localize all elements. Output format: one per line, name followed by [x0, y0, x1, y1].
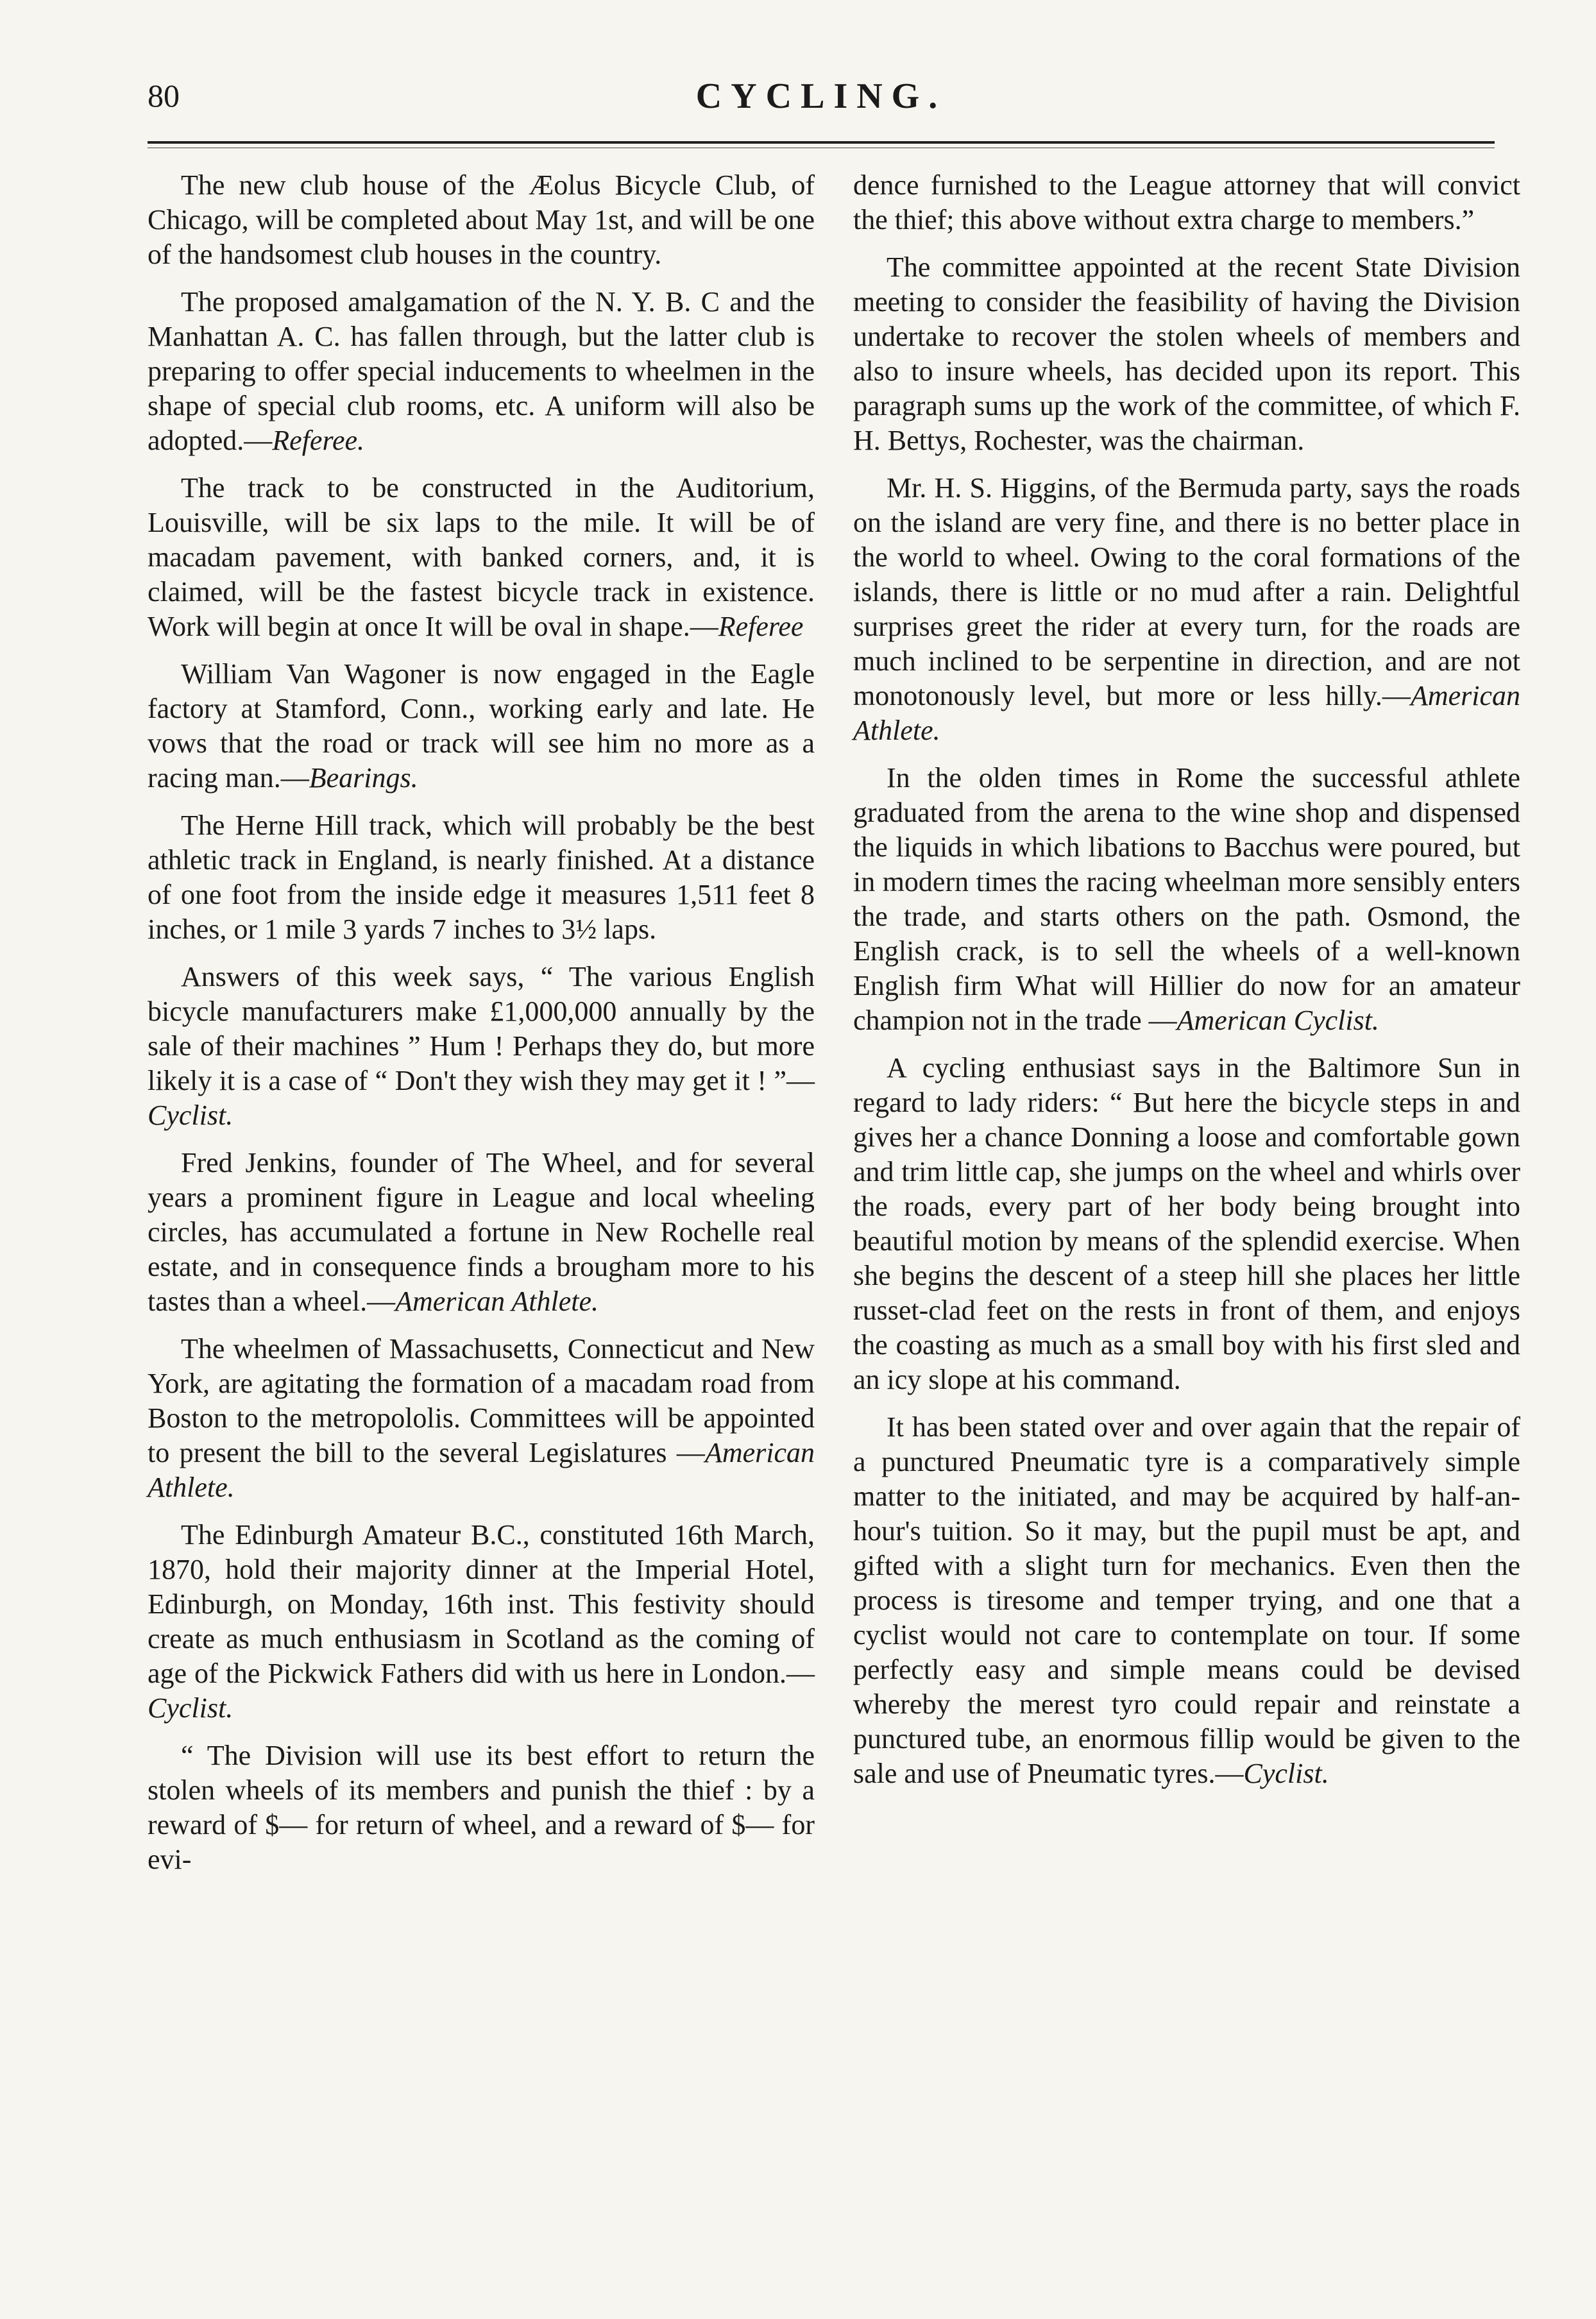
article-paragraph-continued: dence furnished to the League attorney that will convict the thief; this above without extra charge to members.”	[853, 169, 1520, 235]
article-paragraph: “ The Division will use its best effort to return the stolen wheels of its members and punish the thief : by a reward of $— for return of wheel, and a reward of $— for evi-	[148, 1740, 815, 1875]
article-paragraph: The proposed amalgamation of the N. Y. B. C and the Manhattan A. C. has fallen through, but the latter club is preparing to offer special inducements to wheelmen in the shape of special club rooms, etc. A uniform will also be adopted.—Referee.	[148, 286, 815, 456]
page-number: 80	[148, 78, 180, 114]
article-paragraph: The Edinburgh Amateur B.C., constituted 16th March, 1870, hold their majority dinner at the Imperial Hotel, Edinburgh, on Monday, 16th inst. This festivity should create as much enthusiasm in Scotland as the coming of age of the Pickwick Fathers did with us here in London.—Cyclist.	[148, 1519, 815, 1724]
article-paragraph: Mr. H. S. Higgins, of the Bermuda party, says the roads on the island are very fine, and there is no better place in the world to wheel. Owing to the coral formations of the islands, there is little or no mud after a rain. Delightful surprises greet the rider at every turn, for the roads are much inclined to be serpentine in direction, and are not monotonously level, but more or less hilly.—American Athlete.	[853, 472, 1520, 746]
article-paragraph: The wheelmen of Massachusetts, Connecticut and New York, are agitating the formation of a macadam road from Boston to the metropololis. Committees will be appointed to present the bill to the several Legislatures —American Athlete.	[148, 1333, 815, 1503]
header-rule	[148, 141, 1495, 144]
article-paragraph: In the olden times in Rome the successful athlete graduated from the arena to the wine shop and dispensed the liquids in which libations to Bacchus were poured, but in modern times the racing wheelman more sensibly enters the trade, and starts others on the path. Osmond, the English crack, is to sell the wheels of a well-known English firm What will Hillier do now for an amateur champion not in the trade —American Cyclist.	[853, 762, 1520, 1036]
article-paragraph: Fred Jenkins, founder of The Wheel, and for several years a prominent figure in League and local wheeling circles, has accumulated a fortune in New Rochelle real estate, and in consequence finds a brougham more to his tastes than a wheel.—American Athlete.	[148, 1147, 815, 1317]
article-paragraph: William Van Wagoner is now engaged in the Eagle factory at Stamford, Conn., working early and late. He vows that the road or track will see him no more as a racing man.—Bearings.	[148, 658, 815, 794]
article-paragraph: The new club house of the Æolus Bicycle Club, of Chicago, will be completed about May 1st, and will be one of the handsomest club houses in the country.	[148, 169, 815, 270]
page-header	[148, 71, 1495, 135]
left-column	[148, 168, 815, 1890]
right-column	[853, 168, 1520, 1804]
article-paragraph: It has been stated over and over again that the repair of a punctured Pneumatic tyre is a comparatively simple matter to the initiated, and may be acquired by half-an-hour's tuition. So it may, but the pupil must be apt, and gifted with a slight turn for mechanics. Even then the process is tiresome and temper trying, and one that a cyclist would not care to contemplate on tour. If some perfectly easy and simple means could be devised whereby the merest tyro could repair and reinstate a punctured tube, an enormous fillip would be given to the sale and use of Pneumatic tyres.—Cyclist.	[853, 1411, 1520, 1789]
article-paragraph: The Herne Hill track, which will probably be the best athletic track in England, is nearly finished. At a distance of one foot from the inside edge it measures 1,511 feet 8 inches, or 1 mile 3 yards 7 inches to 3½ laps.	[148, 810, 815, 945]
article-paragraph: The committee appointed at the recent State Division meeting to consider the feasibility of having the Division undertake to recover the stolen wheels of members and also to insure wheels, has decided upon its report. This paragraph sums up the work of the committee, of which F. H. Bettys, Rochester, was the chairman.	[853, 251, 1520, 456]
article-paragraph: A cycling enthusiast says in the Baltimore Sun in regard to lady riders: “ But here the bicycle steps in and gives her a chance Donning a loose and comfortable gown and trim little cap, she jumps on the wheel and whirls over the roads, every part of her body being brought into beautiful motion by means of the splendid exercise. When she begins the descent of a steep hill she places her little russet-clad feet on the rests in front of them, and enjoys the coasting as much as a small boy with his first sled and an icy slope at his command.	[853, 1052, 1520, 1395]
article-paragraph: The track to be constructed in the Auditorium, Louisville, will be six laps to the mile. It will be of macadam pavement, with banked corners, and, it is claimed, will be the fastest bicycle track in existence. Work will begin at once It will be oval in shape.—Referee	[148, 472, 815, 642]
masthead-title: CYCLING.	[695, 76, 947, 116]
article-paragraph: Answers of this week says, “ The various English bicycle manufacturers make £1,000,000 annually by the sale of their machines ” Hum ! Perhaps they do, but more likely it is a case of “ Don't they wish they may get it ! ”—Cyclist.	[148, 961, 815, 1131]
